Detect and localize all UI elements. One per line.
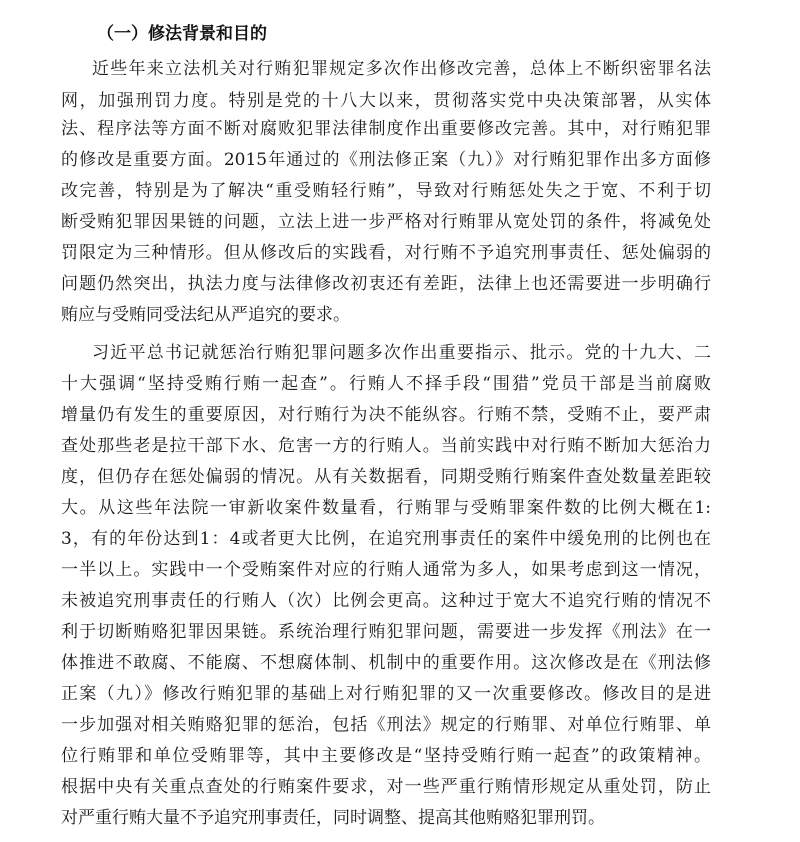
paragraph-1-line: 断受贿犯罪因果链的问题，立法上进一步严格对行贿罪从宽处罚的条件，将减免处	[61, 212, 711, 232]
paragraph-2-line: 大。从这些年法院一审新收案件数量看，行贿罪与受贿罪案件数的比例大概在1:	[61, 498, 711, 518]
paragraph-2-line: 对严重行贿大量不予追究刑事责任，同时调整、提高其他贿赂犯罪刑罚。	[61, 808, 605, 828]
paragraph-2-line: 增量仍有发生的重要原因，对行贿行为决不能纵容。行贿不禁，受贿不止，要严肃	[61, 405, 711, 425]
paragraph-2-line: 未被追究刑事责任的行贿人（次）比例会更高。这种过于宽大不追究行贿的情况不	[61, 591, 711, 611]
paragraph-2-line: 根据中央有关重点查处的行贿案件要求，对一些严重行贿情形规定从重处罚，防止	[61, 777, 711, 797]
paragraph-2-line: 3，有的年份达到1：4或者更大比例，在追究刑事责任的案件中缓免刑的比例也在	[61, 529, 711, 549]
paragraph-2-line: 一步加强对相关贿赂犯罪的惩治，包括《刑法》规定的行贿罪、对单位行贿罪、单	[61, 715, 711, 735]
paragraph-2-line: 查处那些老是拉干部下水、危害一方的行贿人。当前实践中对行贿不断加大惩治力	[61, 436, 711, 456]
paragraph-2-line: 十大强调“坚持受贿行贿一起查”。行贿人不择手段“围猎”党员干部是当前腐败	[61, 374, 711, 394]
paragraph-1-line: 罚限定为三种情形。但从修改后的实践看，对行贿不予追究刑事责任、惩处偏弱的	[61, 243, 711, 263]
paragraph-2-line: 一半以上。实践中一个受贿案件对应的行贿人通常为多人，如果考虑到这一情况，	[61, 560, 711, 580]
paragraph-1-line: 改完善，特别是为了解决“重受贿轻行贿”，导致对行贿惩处失之于宽、不利于切	[61, 181, 711, 201]
paragraph-2-line: 体推进不敢腐、不能腐、不想腐体制、机制中的重要作用。这次修改是在《刑法修	[61, 653, 711, 673]
paragraph-1-line: 网，加强刑罚力度。特别是党的十八大以来，贯彻落实党中央决策部署，从实体	[61, 91, 711, 111]
paragraph-1-line: 的修改是重要方面。2015年通过的《刑法修正案（九）》对行贿犯罪作出多方面修	[61, 150, 711, 170]
paragraph-1-line: 法、程序法等方面不断对腐败犯罪法律制度作出重要修改完善。其中，对行贿犯罪	[61, 119, 711, 139]
paragraph-2-line: 度，但仍存在惩处偏弱的情况。从有关数据看，同期受贿行贿案件查处数量差距较	[61, 467, 711, 487]
paragraph-2-line: 正案（九）》修改行贿犯罪的基础上对行贿犯罪的又一次重要修改。修改目的是进	[61, 684, 711, 704]
section-heading: （一）修法背景和目的	[97, 24, 267, 44]
paragraph-2-line: 习近平总书记就惩治行贿犯罪问题多次作出重要指示、批示。党的十九大、二	[92, 343, 711, 363]
paragraph-1-line: 问题仍然突出，执法力度与法律修改初衷还有差距，法律上也还需要进一步明确行	[61, 274, 711, 294]
paragraph-2-line: 位行贿罪和单位受贿罪等，其中主要修改是“坚持受贿行贿一起查”的政策精神。	[61, 746, 711, 766]
paragraph-1-line: 近些年来立法机关对行贿犯罪规定多次作出修改完善，总体上不断织密罪名法	[92, 59, 711, 79]
paragraph-1-line: 贿应与受贿同受法纪从严追究的要求。	[61, 305, 350, 325]
paragraph-2-line: 利于切断贿赂犯罪因果链。系统治理行贿犯罪问题，需要进一步发挥《刑法》在一	[61, 622, 711, 642]
